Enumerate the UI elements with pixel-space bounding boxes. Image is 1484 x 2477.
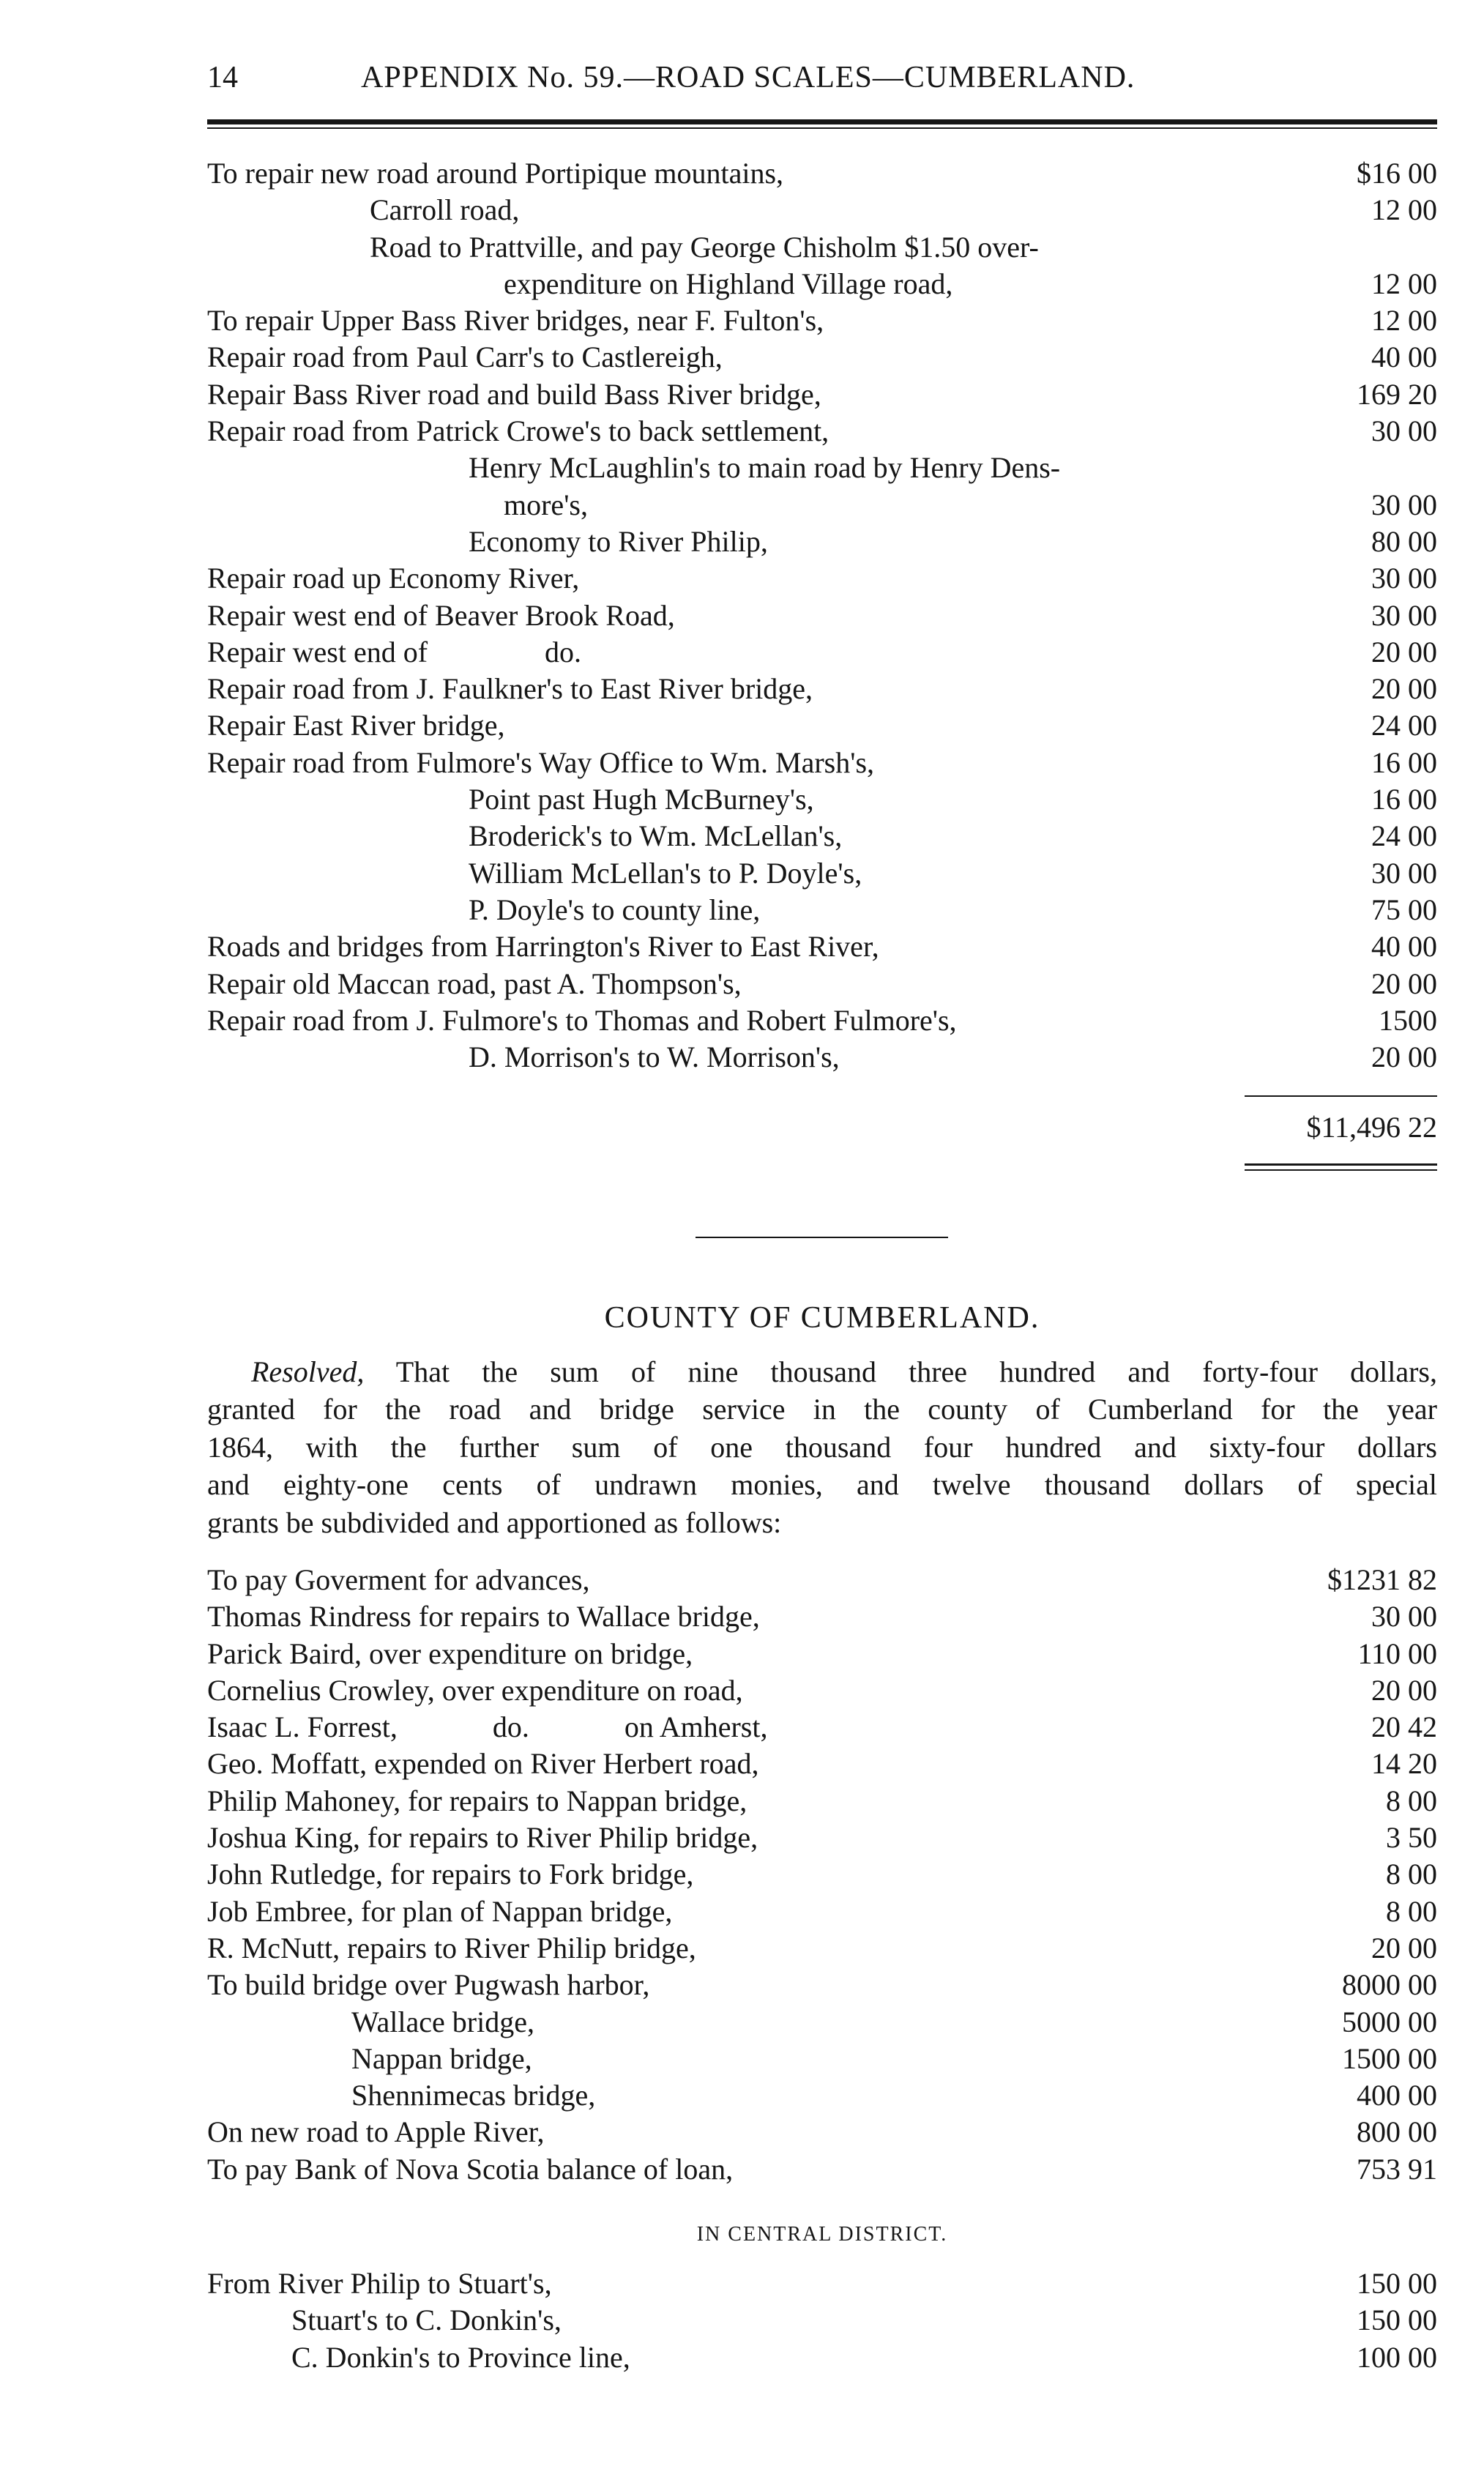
row-amount: 150 00 (1357, 2267, 1437, 2300)
row-description: Road to Prattville, and pay George Chisholm $1.50 over- (370, 230, 1039, 264)
row-description: Repair road from Patrick Crowe's to back settlement, (207, 414, 829, 448)
row-amount: 24 00 (1371, 819, 1437, 853)
ledger-row (207, 1672, 1437, 1709)
ledger-row (207, 1746, 1437, 1782)
ledger-row (207, 2265, 1437, 2302)
header-rule (207, 119, 1437, 124)
resolution-line: grants be subdivided and apportioned as follows: (207, 1505, 782, 1539)
row-description: Repair Bass River road and build Bass River bridge, (207, 377, 821, 411)
ledger-central-district (207, 2265, 1437, 2376)
row-description: On new road to Apple River, (207, 2115, 545, 2149)
row-amount: 20 00 (1371, 966, 1437, 1000)
ledger-row (207, 1709, 1437, 1746)
ledger-row (207, 2302, 1437, 2339)
resolution-line: and eighty-one cents of undrawn monies, and twelve thousand dollars of special (207, 1468, 1437, 1502)
ledger-row (207, 376, 1437, 413)
row-description: more's, (504, 488, 588, 521)
ledger-row (207, 855, 1437, 892)
row-description: John Rutledge, for repairs to Fork bridge, (207, 1858, 694, 1891)
ledger-row (207, 1819, 1437, 1856)
row-amount: 100 00 (1357, 2340, 1437, 2374)
row-amount: 16 00 (1371, 783, 1437, 816)
row-description: To build bridge over Pugwash harbor, (207, 1968, 650, 2002)
ledger-row (207, 2339, 1437, 2376)
row-description: Thomas Rindress for repairs to Wallace bridge, (207, 1600, 760, 1634)
ledger-row (207, 487, 1437, 524)
row-description: Nappan bridge, (351, 2041, 532, 2075)
row-amount: 40 00 (1371, 930, 1437, 964)
ledger-row (207, 155, 1437, 192)
row-amount: 5000 00 (1342, 2005, 1437, 2038)
row-amount: 12 00 (1371, 304, 1437, 338)
row-amount: 30 00 (1371, 562, 1437, 595)
ledger-row (207, 302, 1437, 339)
ledger-row (207, 1002, 1437, 1039)
row-description: Repair road from Fulmore's Way Office to Wm. Marsh's, (207, 745, 875, 779)
row-description: Job Embree, for plan of Nappan bridge, (207, 1894, 673, 1928)
row-amount: 3 50 (1386, 1821, 1437, 1855)
ledger-row (207, 671, 1437, 707)
row-amount: 20 00 (1371, 1931, 1437, 1964)
ledger-row (207, 1967, 1437, 2003)
row-amount: 8 00 (1386, 1784, 1437, 1817)
ledger-row (207, 450, 1437, 486)
row-description: Cornelius Crowley, over expenditure on road, (207, 1673, 743, 1707)
row-amount: $1231 82 (1327, 1563, 1437, 1596)
page-header (207, 60, 1437, 111)
row-description: Wallace bridge, (351, 2005, 534, 2038)
row-amount: 14 20 (1371, 1747, 1437, 1781)
ledger-row (207, 597, 1437, 634)
ledger-row (207, 892, 1437, 928)
row-description: P. Doyle's to county line, (469, 893, 761, 926)
row-description: Parick Baird, over expenditure on bridge, (207, 1636, 693, 1670)
row-amount: 12 00 (1371, 193, 1437, 227)
row-amount: 30 00 (1371, 1600, 1437, 1634)
ledger-row (207, 266, 1437, 302)
row-amount: 20 00 (1371, 1673, 1437, 1707)
row-description: Repair road from Paul Carr's to Castlereigh, (207, 340, 723, 374)
row-description: Stuart's to C. Donkin's, (291, 2303, 562, 2337)
row-amount: 110 00 (1357, 1636, 1437, 1670)
ledger-row (207, 818, 1437, 854)
total-rule-top (1245, 1095, 1437, 1097)
total-rule-bottom-2 (1245, 1169, 1437, 1171)
row-description: Repair road up Economy River, (207, 562, 580, 595)
row-description: C. Donkin's to Province line, (291, 2340, 630, 2374)
row-amount: 75 00 (1371, 893, 1437, 926)
row-amount: 30 00 (1371, 414, 1437, 448)
row-description: expenditure on Highland Village road, (504, 267, 953, 300)
row-description: Repair East River bridge, (207, 709, 505, 742)
ledger-row (207, 745, 1437, 781)
row-amount: 400 00 (1357, 2079, 1437, 2112)
ledger-row (207, 2004, 1437, 2041)
ledger-row (207, 1783, 1437, 1819)
row-description: From River Philip to Stuart's, (207, 2267, 552, 2300)
row-description: Shennimecas bridge, (351, 2079, 596, 2112)
row-description: Roads and bridges from Harrington's River to East River, (207, 930, 879, 964)
ledger-row (207, 339, 1437, 376)
row-description: Philip Mahoney, for repairs to Nappan bridge, (207, 1784, 747, 1817)
resolution-paragraph (207, 1353, 1437, 1541)
ledger-row (207, 2151, 1437, 2188)
row-description: Broderick's to Wm. McLellan's, (469, 819, 843, 853)
ledger-row (207, 928, 1437, 965)
ledger-row (207, 1636, 1437, 1672)
section-divider (696, 1237, 948, 1238)
row-description: William McLellan's to P. Doyle's, (469, 856, 862, 890)
row-amount: 8 00 (1386, 1858, 1437, 1891)
ledger-row (207, 1856, 1437, 1893)
resolution-line: granted for the road and bridge service in the county of Cumberland for the year (207, 1393, 1437, 1426)
row-description: To pay Goverment for advances, (207, 1563, 590, 1596)
ledger-row (207, 2114, 1437, 2150)
grand-total (1171, 1109, 1437, 1146)
ledger-row (207, 192, 1437, 228)
ledger-row (207, 560, 1437, 597)
ledger-row (207, 1930, 1437, 1967)
ledger-row (207, 413, 1437, 450)
row-amount: 753 91 (1357, 2152, 1437, 2186)
ledger-row (207, 1039, 1437, 1076)
resolution-line (207, 1353, 1437, 1390)
ledger-row (207, 2041, 1437, 2077)
row-description: To repair new road around Portipique mountains, (207, 157, 784, 190)
row-amount: 20 42 (1371, 1710, 1437, 1744)
ledger-row (207, 1598, 1437, 1635)
row-description: To repair Upper Bass River bridges, near F. Fulton's, (207, 304, 824, 338)
row-amount: 20 00 (1371, 672, 1437, 706)
row-description: To pay Bank of Nova Scotia balance of loan, (207, 2152, 734, 2186)
row-amount: 30 00 (1371, 488, 1437, 521)
row-description: Geo. Moffatt, expended on River Herbert road, (207, 1747, 759, 1781)
row-description: R. McNutt, repairs to River Philip bridge, (207, 1931, 696, 1964)
running-title: APPENDIX No. 59.—ROAD SCALES—CUMBERLAND. (361, 61, 1136, 94)
ledger-row (207, 229, 1437, 266)
row-amount: 169 20 (1357, 377, 1437, 411)
row-description: Repair west end of do. (207, 635, 582, 668)
row-description: Economy to River Philip, (469, 524, 768, 558)
row-amount: 16 00 (1371, 745, 1437, 779)
row-amount: 1500 (1379, 1003, 1437, 1037)
resolution-line: 1864, with the further sum of one thousand four hundred and sixty-four dollars (207, 1430, 1437, 1464)
ledger-bottom (207, 1562, 1437, 2188)
ledger-row (207, 966, 1437, 1002)
row-description: Repair west end of Beaver Brook Road, (207, 598, 675, 632)
ledger-row (207, 1562, 1437, 1598)
row-amount: 30 00 (1371, 598, 1437, 632)
row-amount: 24 00 (1371, 709, 1437, 742)
row-amount: 40 00 (1371, 340, 1437, 374)
row-description: Repair old Maccan road, past A. Thompson's, (207, 966, 742, 1000)
row-amount: 1500 00 (1342, 2041, 1437, 2075)
total-amount: $11,496 22 (1306, 1111, 1437, 1144)
row-description: D. Morrison's to W. Morrison's, (469, 1040, 840, 1074)
resolution-lead: Resolved, (251, 1355, 365, 1388)
total-rule-bottom (1245, 1163, 1437, 1166)
page-number: 14 (207, 61, 238, 94)
section-title: COUNTY OF CUMBERLAND. (604, 1301, 1040, 1335)
row-amount: 12 00 (1371, 267, 1437, 300)
row-description: Repair road from J. Faulkner's to East River bridge, (207, 672, 813, 706)
row-amount: 800 00 (1357, 2115, 1437, 2149)
row-description: Isaac L. Forrest, do. on Amherst, (207, 1710, 768, 1744)
row-amount: 150 00 (1357, 2303, 1437, 2337)
ledger-row (207, 634, 1437, 671)
row-amount: 20 00 (1371, 1040, 1437, 1074)
ledger-row (207, 1893, 1437, 1930)
row-amount: $16 00 (1357, 157, 1437, 190)
resolution-text: That the sum of nine thousand three hundred and forty-four dollars, (364, 1355, 1437, 1388)
header-rule-thin (207, 127, 1437, 129)
row-description: Point past Hugh McBurney's, (469, 783, 814, 816)
ledger-top (207, 155, 1437, 1076)
row-amount: 80 00 (1371, 524, 1437, 558)
row-description: Joshua King, for repairs to River Philip bridge, (207, 1821, 758, 1855)
ledger-row (207, 781, 1437, 818)
row-amount: 8000 00 (1342, 1968, 1437, 2002)
row-amount: 20 00 (1371, 635, 1437, 668)
ledger-row (207, 2077, 1437, 2114)
ledger-row (207, 524, 1437, 560)
row-description: Carroll road, (370, 193, 520, 227)
row-amount: 8 00 (1386, 1894, 1437, 1928)
row-description: Repair road from J. Fulmore's to Thomas and Robert Fulmore's, (207, 1003, 957, 1037)
row-amount: 30 00 (1371, 856, 1437, 890)
ledger-row (207, 707, 1437, 744)
central-district-heading: IN CENTRAL DISTRICT. (696, 2223, 948, 2246)
row-description: Henry McLaughlin's to main road by Henry Dens- (469, 451, 1061, 485)
